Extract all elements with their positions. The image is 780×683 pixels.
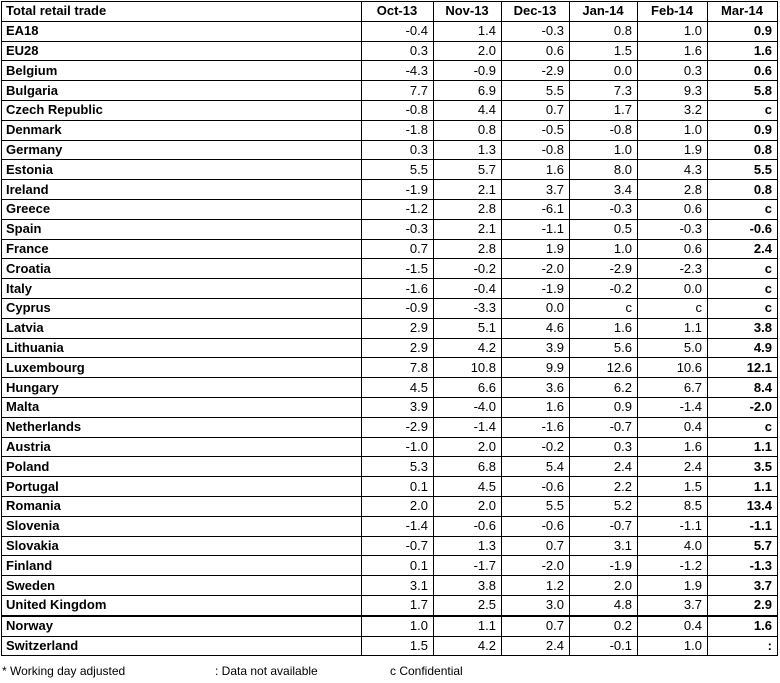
table-row: [2, 259, 778, 279]
table-cell: 0.6: [638, 239, 708, 259]
table-cell: 0.3: [570, 437, 638, 457]
table-cell: 0.7: [502, 616, 570, 636]
row-label: Switzerland: [2, 636, 362, 656]
table-cell: 1.3: [434, 140, 502, 160]
table-cell: -1.4: [362, 516, 434, 536]
table-cell: 1.6: [638, 41, 708, 61]
table-cell: 3.9: [502, 338, 570, 358]
table-cell: 0.6: [708, 61, 778, 81]
table-cell: 0.9: [708, 21, 778, 41]
table-row: [2, 616, 778, 636]
footnote-working-day: * Working day adjusted: [2, 664, 126, 678]
table-cell: 4.5: [362, 378, 434, 398]
table-row: [2, 576, 778, 596]
table-cell: 2.0: [362, 496, 434, 516]
table-cell: 5.4: [502, 457, 570, 477]
table-cell: 4.6: [502, 318, 570, 338]
table-cell: 5.7: [708, 536, 778, 556]
table-cell: 6.2: [570, 378, 638, 398]
table-cell: -0.6: [434, 516, 502, 536]
table-cell: -0.2: [434, 259, 502, 279]
table-cell: -2.9: [570, 259, 638, 279]
table-cell: -2.0: [502, 259, 570, 279]
table-row: [2, 160, 778, 180]
table-cell: -1.9: [502, 279, 570, 299]
table-cell: -0.5: [502, 120, 570, 140]
table-row: [2, 595, 778, 615]
table-cell: 9.3: [638, 81, 708, 101]
table-cell: c: [708, 259, 778, 279]
table-row: [2, 358, 778, 378]
table-cell: 3.6: [502, 378, 570, 398]
table-row: [2, 100, 778, 120]
table-cell: 3.1: [570, 536, 638, 556]
table-cell: -0.3: [570, 199, 638, 219]
row-label: Lithuania: [2, 338, 362, 358]
table-cell: 5.5: [502, 496, 570, 516]
row-label: Italy: [2, 279, 362, 299]
row-label: Hungary: [2, 378, 362, 398]
table-cell: 0.0: [638, 279, 708, 299]
table-cell: 1.0: [570, 140, 638, 160]
table-cell: 5.6: [570, 338, 638, 358]
table-cell: 0.2: [570, 616, 638, 636]
table-cell: 0.7: [502, 100, 570, 120]
table-cell: 0.8: [570, 21, 638, 41]
table-cell: -0.2: [570, 279, 638, 299]
table-cell: c: [708, 298, 778, 318]
table-cell: 0.9: [570, 397, 638, 417]
table-cell: -0.7: [570, 516, 638, 536]
table-cell: 1.6: [570, 318, 638, 338]
table-row: [2, 536, 778, 556]
footnote-not-available: : Data not available: [215, 664, 318, 678]
table-cell: 2.8: [434, 239, 502, 259]
table-row: [2, 417, 778, 437]
table-row: [2, 496, 778, 516]
table-cell: 0.8: [434, 120, 502, 140]
column-header-indicator: Total retail trade: [2, 2, 362, 22]
table-cell: 3.8: [708, 318, 778, 338]
table-cell: 4.5: [434, 477, 502, 497]
table-row: [2, 199, 778, 219]
table-cell: 5.7: [434, 160, 502, 180]
table-cell: -0.6: [502, 516, 570, 536]
row-label: Bulgaria: [2, 81, 362, 101]
table-cell: c: [708, 100, 778, 120]
table-cell: -1.2: [638, 556, 708, 576]
table-cell: -0.7: [570, 417, 638, 437]
table-cell: 1.6: [708, 41, 778, 61]
row-label: Germany: [2, 140, 362, 160]
table-cell: 5.3: [362, 457, 434, 477]
table-row: [2, 636, 778, 656]
table-cell: 6.8: [434, 457, 502, 477]
row-label: Latvia: [2, 318, 362, 338]
table-cell: -0.3: [638, 219, 708, 239]
table-cell: 0.3: [362, 140, 434, 160]
table-cell: -0.4: [434, 279, 502, 299]
table-cell: -2.3: [638, 259, 708, 279]
row-label: Belgium: [2, 61, 362, 81]
table-cell: 3.0: [502, 595, 570, 615]
row-label: Portugal: [2, 477, 362, 497]
table-cell: 1.9: [638, 140, 708, 160]
table-cell: 2.9: [362, 338, 434, 358]
footnote-confidential: c Confidential: [390, 664, 463, 678]
table-cell: 1.6: [502, 160, 570, 180]
row-label: Denmark: [2, 120, 362, 140]
table-row: [2, 516, 778, 536]
row-label: Finland: [2, 556, 362, 576]
table-cell: -1.9: [362, 180, 434, 200]
table-row: [2, 457, 778, 477]
table-cell: 0.7: [362, 239, 434, 259]
table-cell: 5.5: [502, 81, 570, 101]
table-cell: 2.0: [434, 496, 502, 516]
table-cell: 9.9: [502, 358, 570, 378]
table-cell: 7.8: [362, 358, 434, 378]
row-label: Croatia: [2, 259, 362, 279]
table-row: [2, 219, 778, 239]
table-cell: 10.6: [638, 358, 708, 378]
table-cell: 2.8: [434, 199, 502, 219]
table-cell: 0.8: [708, 180, 778, 200]
table-cell: -2.0: [708, 397, 778, 417]
row-label: United Kingdom: [2, 595, 362, 615]
row-label: Austria: [2, 437, 362, 457]
row-label: Czech Republic: [2, 100, 362, 120]
row-label: France: [2, 239, 362, 259]
row-label: Luxembourg: [2, 358, 362, 378]
table-cell: 1.2: [502, 576, 570, 596]
table-row: [2, 556, 778, 576]
table-cell: 1.0: [638, 21, 708, 41]
table-cell: -1.5: [362, 259, 434, 279]
table-cell: 12.1: [708, 358, 778, 378]
table-cell: -0.8: [502, 140, 570, 160]
table-cell: 6.6: [434, 378, 502, 398]
table-cell: 0.0: [570, 61, 638, 81]
row-label: Norway: [2, 616, 362, 636]
table-cell: 6.9: [434, 81, 502, 101]
table-cell: 0.3: [638, 61, 708, 81]
table-cell: -1.8: [362, 120, 434, 140]
table-cell: 1.4: [434, 21, 502, 41]
table-cell: 1.6: [638, 437, 708, 457]
table-cell: 1.3: [434, 536, 502, 556]
table-cell: 13.4: [708, 496, 778, 516]
table-cell: 2.8: [638, 180, 708, 200]
table-row: [2, 239, 778, 259]
table-cell: 12.6: [570, 358, 638, 378]
table-cell: -2.9: [502, 61, 570, 81]
column-header-period: Feb-14: [638, 2, 708, 22]
table-row: [2, 21, 778, 41]
table-cell: -1.2: [362, 199, 434, 219]
table-cell: 7.3: [570, 81, 638, 101]
row-label: Romania: [2, 496, 362, 516]
table-cell: 2.9: [362, 318, 434, 338]
table-cell: 5.1: [434, 318, 502, 338]
table-row: [2, 437, 778, 457]
table-cell: 1.6: [708, 616, 778, 636]
table-cell: c: [638, 298, 708, 318]
table-cell: 4.4: [434, 100, 502, 120]
table-cell: 1.1: [638, 318, 708, 338]
table-cell: 2.4: [570, 457, 638, 477]
table-cell: 3.1: [362, 576, 434, 596]
column-header-period: Jan-14: [570, 2, 638, 22]
table-cell: 2.4: [708, 239, 778, 259]
table-cell: 1.1: [708, 477, 778, 497]
table-cell: -1.0: [362, 437, 434, 457]
table-cell: 2.1: [434, 180, 502, 200]
table-cell: 1.0: [570, 239, 638, 259]
table-cell: 0.4: [638, 417, 708, 437]
table-footnotes: [0, 662, 780, 682]
table-cell: 3.4: [570, 180, 638, 200]
table-cell: -1.9: [570, 556, 638, 576]
table-cell: 1.7: [570, 100, 638, 120]
row-label: Estonia: [2, 160, 362, 180]
column-header-period: Mar-14: [708, 2, 778, 22]
table-cell: -2.9: [362, 417, 434, 437]
table-cell: -1.6: [362, 279, 434, 299]
table-cell: -0.1: [570, 636, 638, 656]
table-header-row: [2, 2, 778, 22]
table-cell: 1.5: [570, 41, 638, 61]
table-cell: 2.5: [434, 595, 502, 615]
table-cell: 5.2: [570, 496, 638, 516]
retail-trade-table: [1, 1, 778, 656]
table-cell: 3.7: [502, 180, 570, 200]
column-header-period: Dec-13: [502, 2, 570, 22]
table-cell: 5.5: [708, 160, 778, 180]
table-row: [2, 140, 778, 160]
table-cell: -0.9: [434, 61, 502, 81]
table-row: [2, 477, 778, 497]
table-cell: 4.0: [638, 536, 708, 556]
table-cell: 8.4: [708, 378, 778, 398]
table-cell: 1.0: [638, 636, 708, 656]
table-cell: -0.6: [502, 477, 570, 497]
table-cell: -0.7: [362, 536, 434, 556]
table-cell: 4.8: [570, 595, 638, 615]
column-header-period: Nov-13: [434, 2, 502, 22]
table-cell: :: [708, 636, 778, 656]
table-cell: -1.3: [708, 556, 778, 576]
table-cell: 6.7: [638, 378, 708, 398]
table-cell: 0.6: [502, 41, 570, 61]
table-cell: -2.0: [502, 556, 570, 576]
row-label: Slovenia: [2, 516, 362, 536]
table-cell: 4.9: [708, 338, 778, 358]
table-cell: -4.3: [362, 61, 434, 81]
table-row: [2, 61, 778, 81]
table-cell: 1.5: [638, 477, 708, 497]
table-cell: 2.0: [570, 576, 638, 596]
table-cell: 0.5: [570, 219, 638, 239]
table-cell: -0.4: [362, 21, 434, 41]
table-cell: 10.8: [434, 358, 502, 378]
table-cell: 0.4: [638, 616, 708, 636]
table-cell: -1.4: [638, 397, 708, 417]
row-label: Ireland: [2, 180, 362, 200]
table-cell: 1.9: [638, 576, 708, 596]
table-cell: 2.9: [708, 595, 778, 615]
table-cell: -0.6: [708, 219, 778, 239]
table-cell: -0.2: [502, 437, 570, 457]
table-cell: 5.8: [708, 81, 778, 101]
table-cell: -3.3: [434, 298, 502, 318]
table-row: [2, 120, 778, 140]
table-cell: 2.1: [434, 219, 502, 239]
table-cell: c: [708, 199, 778, 219]
table-cell: -0.8: [570, 120, 638, 140]
row-label: Sweden: [2, 576, 362, 596]
row-label: EA18: [2, 21, 362, 41]
table-row: [2, 41, 778, 61]
table-cell: 4.3: [638, 160, 708, 180]
table-cell: -0.9: [362, 298, 434, 318]
table-cell: 1.1: [434, 616, 502, 636]
table-cell: -0.3: [362, 219, 434, 239]
table-cell: 3.9: [362, 397, 434, 417]
table-cell: -0.3: [502, 21, 570, 41]
table-row: [2, 318, 778, 338]
table-cell: c: [570, 298, 638, 318]
table-cell: -1.1: [502, 219, 570, 239]
table-cell: 4.2: [434, 338, 502, 358]
row-label: Greece: [2, 199, 362, 219]
table-cell: 0.8: [708, 140, 778, 160]
row-label: EU28: [2, 41, 362, 61]
row-label: Poland: [2, 457, 362, 477]
table-cell: 5.5: [362, 160, 434, 180]
table-cell: 0.0: [502, 298, 570, 318]
table-cell: -1.6: [502, 417, 570, 437]
table-cell: 1.0: [362, 616, 434, 636]
table-row: [2, 279, 778, 299]
table-cell: 2.0: [434, 41, 502, 61]
table-cell: c: [708, 279, 778, 299]
table-cell: 1.0: [638, 120, 708, 140]
table-cell: 7.7: [362, 81, 434, 101]
table-cell: -6.1: [502, 199, 570, 219]
table-row: [2, 397, 778, 417]
table-cell: -1.1: [638, 516, 708, 536]
table-cell: 1.9: [502, 239, 570, 259]
row-label: Netherlands: [2, 417, 362, 437]
table-cell: 0.7: [502, 536, 570, 556]
table-cell: -0.8: [362, 100, 434, 120]
table-body: [2, 21, 778, 656]
column-header-period: Oct-13: [362, 2, 434, 22]
table-cell: 0.3: [362, 41, 434, 61]
table-cell: 3.8: [434, 576, 502, 596]
table-cell: 2.4: [502, 636, 570, 656]
table-cell: 8.0: [570, 160, 638, 180]
table-cell: 0.9: [708, 120, 778, 140]
table-cell: 2.0: [434, 437, 502, 457]
table-cell: 0.1: [362, 556, 434, 576]
table-cell: -1.4: [434, 417, 502, 437]
table-cell: 0.6: [638, 199, 708, 219]
table-cell: -4.0: [434, 397, 502, 417]
table-cell: 2.2: [570, 477, 638, 497]
table-cell: 3.7: [638, 595, 708, 615]
row-label: Malta: [2, 397, 362, 417]
table-cell: 3.2: [638, 100, 708, 120]
table-cell: 8.5: [638, 496, 708, 516]
table-row: [2, 298, 778, 318]
table-cell: c: [708, 417, 778, 437]
table-row: [2, 378, 778, 398]
row-label: Cyprus: [2, 298, 362, 318]
table-cell: 1.7: [362, 595, 434, 615]
table-cell: 0.1: [362, 477, 434, 497]
table-cell: 1.5: [362, 636, 434, 656]
table-cell: 5.0: [638, 338, 708, 358]
table-cell: 3.7: [708, 576, 778, 596]
table-cell: -1.1: [708, 516, 778, 536]
table-cell: 1.1: [708, 437, 778, 457]
table-row: [2, 81, 778, 101]
table-cell: 2.4: [638, 457, 708, 477]
table-cell: 1.6: [502, 397, 570, 417]
row-label: Slovakia: [2, 536, 362, 556]
table-row: [2, 180, 778, 200]
table-cell: 4.2: [434, 636, 502, 656]
table-cell: -1.7: [434, 556, 502, 576]
row-label: Spain: [2, 219, 362, 239]
table-cell: 3.5: [708, 457, 778, 477]
table-row: [2, 338, 778, 358]
